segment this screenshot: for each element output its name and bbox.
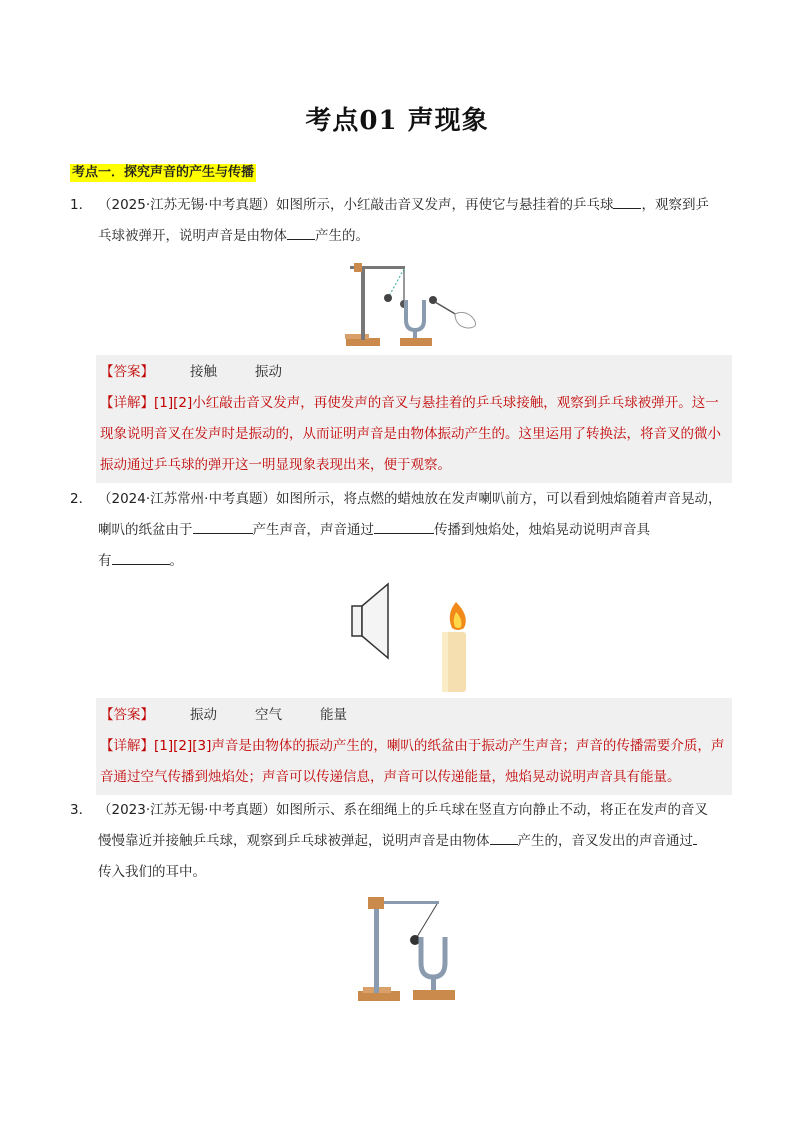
question-text: 产生的，音叉发出的声音通过: [517, 833, 693, 849]
question-text: （2024·江苏常州·中考真题）如图所示，将点燃的蜡烛放在发声喇叭前方，可以看到烛焰随着声音晃动，: [98, 491, 722, 507]
answer-blank[interactable]: [490, 828, 518, 845]
question-text: （2023·江苏无锡·中考真题）如图所示、系在细绳上的乒乓球在竖直方向静止不动，将正在发声的音叉: [98, 802, 708, 818]
tuning-fork-figure-3: [355, 893, 460, 1008]
fork-stem: [431, 977, 436, 991]
page-title: 考点01 声现象: [305, 106, 489, 136]
candle-highlight: [442, 632, 448, 692]
answer-tag: 【答案】: [100, 364, 154, 380]
string-swing: [388, 269, 404, 298]
answer-box-2: [96, 698, 732, 795]
question-2: [70, 484, 730, 577]
string: [417, 904, 437, 937]
detail-tag: 【详解】: [100, 395, 154, 411]
fork-base: [400, 338, 432, 346]
question-text: ，观察到乒: [641, 197, 709, 213]
question-text: 产生声音，声音通过: [252, 522, 374, 538]
question-text: 。: [169, 553, 183, 569]
ball-displaced: [384, 294, 392, 302]
answer-blank[interactable]: [613, 192, 641, 209]
answer-tag: 【答案】: [100, 707, 154, 723]
detail-text: [1][2]小红敲击音叉发声，再使发声的音叉与悬挂着的乒乓球接触，观察到乒乓球被弹开。这一现象说明音叉在发声时是振动的，从而证明声音是由物体振动产生的。这里运用了转换法，将音叉的微小振动通过乒乓球的弹开这一明显现象表现出来，便于观察。: [100, 395, 721, 473]
tuning-fork-figure-1: [340, 258, 480, 350]
question-1: [70, 190, 730, 252]
tuning-fork: [406, 300, 424, 330]
stand-rod: [374, 897, 379, 993]
speaker-candle-figure: [350, 578, 480, 696]
stand-rod: [361, 266, 365, 340]
question-text: 喇叭的纸盆由于: [98, 522, 193, 538]
answer-blank[interactable]: [374, 517, 434, 534]
question-number: 1．: [70, 197, 93, 213]
stand-foot: [345, 334, 369, 339]
answer-blank[interactable]: [112, 548, 170, 565]
question-text: 有: [98, 553, 112, 569]
speaker-cone: [362, 584, 388, 658]
answer-box-1: [96, 355, 732, 483]
answer-item: 振动: [190, 707, 217, 723]
answer-item: 接触: [190, 364, 217, 380]
answer-blank[interactable]: [287, 223, 315, 240]
answer-item: 能量: [320, 707, 347, 723]
answer-blank[interactable]: [693, 828, 697, 845]
question-text: 传入我们的耳中。: [98, 864, 206, 880]
answer-item: 振动: [255, 364, 282, 380]
speaker-body: [352, 606, 362, 636]
answer-item: 空气: [255, 707, 282, 723]
question-text: 乓球被弹开，说明声音是由物体: [98, 228, 287, 244]
question-number: 3．: [70, 802, 93, 818]
question-number: 2．: [70, 491, 93, 507]
tuning-fork: [421, 937, 445, 977]
hand: [455, 312, 476, 328]
stand-clamp: [368, 897, 384, 909]
answer-blank[interactable]: [193, 517, 253, 534]
fork-stem: [413, 328, 417, 338]
question-text: 产生的。: [315, 228, 369, 244]
detail-text: [1][2][3]声音是由物体的振动产生的，喇叭的纸盆由于振动产生声音；声音的传播需要介质，声音通过空气传播到烛焰处；声音可以传递信息，声音可以传递能量，烛焰晃动说明声音具有能量。: [100, 738, 725, 785]
section-label: 考点一．探究声音的产生与传播: [72, 165, 255, 180]
question-text: （2025·江苏无锡·中考真题）如图所示，小红敲击音叉发声，再使它与悬挂着的乒乓球: [98, 197, 614, 213]
question-3: [70, 795, 730, 888]
detail-tag: 【详解】: [100, 738, 154, 754]
stand-clamp: [354, 263, 362, 272]
question-text: 传播到烛焰处，烛焰晃动说明声音具: [434, 522, 650, 538]
fork-base: [413, 990, 455, 1000]
question-text: 慢慢靠近并接触乒乓球，观察到乒乓球被弹起，说明声音是由物体: [98, 833, 490, 849]
